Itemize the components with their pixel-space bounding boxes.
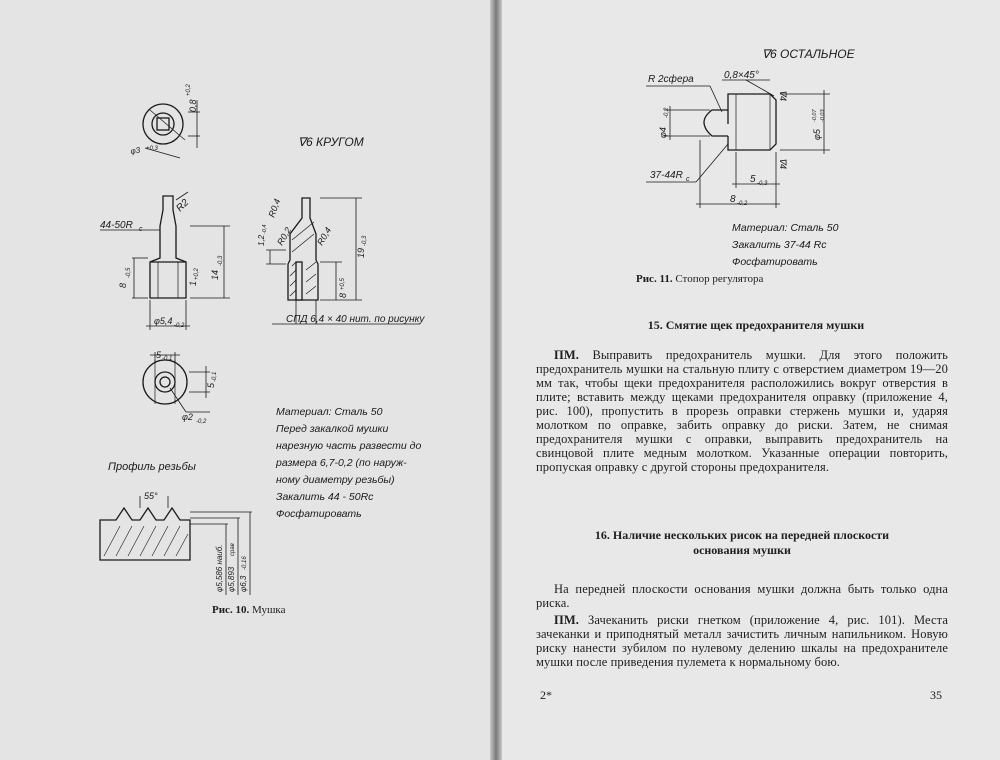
- dim-r04-right: R0,4: [315, 225, 334, 247]
- dim-19-section: 19: [356, 247, 366, 258]
- figure-10-caption-number: Рис. 10.: [212, 604, 250, 616]
- signature-mark: 2*: [540, 688, 552, 702]
- section-15-pm-label: ПМ.: [554, 348, 579, 362]
- note-line: нарезную часть развести до: [276, 440, 422, 452]
- section-view: [266, 198, 420, 324]
- figure-11-notes: [732, 220, 892, 271]
- roughness-label-left: ∇6 КРУГОМ: [298, 135, 364, 149]
- dim-4-diam: φ4: [658, 127, 668, 138]
- section-16-title-line1: 16. Наличие нескольких рисок на передней плоскости: [594, 528, 890, 542]
- dim-chamfer: 0,8×45°: [724, 70, 759, 81]
- dim-14-front-tol: -0,3: [218, 255, 224, 266]
- dim-5-bottom-right-tol: -0,1: [212, 371, 218, 382]
- dim-radius-r2: R2: [174, 197, 192, 215]
- section-15-text: Выправить предохранитель мушки. Для этого положить предохранитель мушки на стальную плиту с отверстием диаметром 19—20 мм так, чтобы щеки предохранителя расположились вокруг отверстия в плите; вставить между щеками предохранителя оправку (приложение 4, рис. 100), пропустить в прорезь оправки стержень мушки и, ударяя молотком по оправке, забить оправку до риски. Затем, не снимая предохранителя мушки с оправки, выправить предохранитель на свинцовой плите медным молотком. Указанные операции повторить, пропуская оправку с другой стороны предохранителя.: [536, 348, 948, 474]
- hardness-right: 37-44R: [650, 170, 683, 181]
- dim-5-bottom-top-tol: -0,1: [162, 356, 173, 362]
- dim-r04-top: R0,4: [266, 197, 283, 219]
- figure-10-caption: [212, 604, 286, 616]
- dim-8-front: 8: [118, 282, 128, 288]
- dim-5-bottom-top: 5: [156, 350, 162, 360]
- dim-8-front-tol: -0,5: [126, 267, 132, 278]
- section-15-title: 15. Смятие щек предохранителя мушки: [647, 318, 865, 332]
- note-line: Закалить 37-44 Rc: [732, 239, 827, 251]
- figure-11-caption-number: Рис. 11.: [636, 273, 673, 285]
- dim-r2-sphere: R 2сфера: [648, 74, 694, 85]
- section-16-body: [536, 582, 948, 669]
- thread-d3-tol: -0,16: [242, 556, 248, 570]
- dim-hardness-left-sub: c: [139, 226, 143, 233]
- section-16-pm-label: ПМ.: [554, 613, 579, 627]
- front-view-pin: [100, 192, 230, 330]
- roughness-4-bottom: ∇4: [778, 158, 788, 170]
- hardness-right-sub: c: [686, 176, 690, 183]
- section-16-paragraph-1: На передней плоскости основания мушки должна быть только одна риска.: [536, 582, 948, 610]
- note-line: Материал: Сталь 50: [276, 406, 383, 418]
- note-line: Фосфатировать: [276, 508, 362, 520]
- dim-54-front: φ5,4: [154, 316, 173, 326]
- dim-54-front-tol: -0,2: [174, 323, 185, 329]
- dim-8-section: 8: [338, 292, 348, 298]
- page-number: 35: [930, 688, 942, 702]
- bottom-view: [143, 352, 210, 412]
- note-line: Закалить 44 - 50Rc: [276, 491, 374, 503]
- dim-5-diam-tol-lo: -0,03: [820, 109, 826, 122]
- dim-5-bottom-right: 5: [206, 382, 216, 388]
- dim-5-length: 5: [750, 174, 756, 185]
- dim-top-diam-tol: +0,3: [146, 146, 158, 152]
- dim-hardness-left: 44-50R: [100, 220, 133, 231]
- figure-10-caption-text: Мушка: [251, 604, 286, 616]
- dim-2-bottom: φ2: [182, 412, 193, 422]
- thread-d2-suffix: срав: [230, 543, 236, 556]
- thread-profile-label: Профиль резьбы: [108, 461, 196, 473]
- dim-r02: R0,2: [275, 225, 294, 247]
- note-line: размера 6,7-0,2 (по наруж-: [276, 457, 407, 469]
- note-line: Фосфатировать: [732, 256, 818, 268]
- dim-1-front-tol: +0,2: [194, 268, 200, 280]
- dim-top-width-tol: +0,2: [186, 84, 192, 96]
- section-15-body: [536, 348, 948, 474]
- section-16-paragraph-2: Зачеканить риски гнетком (приложение 4, рис. 101). Места зачеканки и приподнятый металл зачистить личным напильником. Новую риску нанести зубилом по нулевому делению шкалы на предохранителе мушки после приведения пулемета к нормальному бою.: [536, 613, 948, 669]
- thread-note: СПД 6,4 × 40 нит. по рисунку: [286, 314, 425, 325]
- dim-12-section: 1,2: [257, 234, 266, 246]
- figure-10-drawing: [0, 0, 492, 760]
- figure-11-caption-text: Стопор регулятора: [675, 273, 764, 285]
- dim-top-width: 0,8: [188, 99, 198, 112]
- dim-8-length: 8: [730, 194, 736, 205]
- thread-angle: 55°: [144, 491, 158, 501]
- dim-14-front: 14: [210, 269, 220, 280]
- figure-11-caption: [636, 273, 763, 285]
- dim-4-diam-tol: -0,2: [664, 107, 670, 118]
- note-line: Материал: Сталь 50: [732, 222, 839, 234]
- thread-d1: φ5,586 наиб.: [215, 544, 224, 592]
- section-16-title: [536, 528, 948, 558]
- dim-5-diam-tol-hi: -0,07: [812, 109, 818, 122]
- note-line: ному диаметру резьбы): [276, 474, 395, 486]
- section-16-title-line2: основания мушки: [693, 543, 791, 557]
- thread-d3: φ6,3: [239, 575, 248, 592]
- roughness-4-top: ∇4: [778, 90, 788, 102]
- dim-5-diam: φ5: [812, 129, 822, 140]
- dim-19-section-tol: -0,3: [362, 235, 368, 246]
- dim-8-length-tol: -0,2: [737, 201, 748, 207]
- thread-d2: φ5,893: [227, 566, 236, 592]
- roughness-label-right: ∇6 ОСТАЛЬНОЕ: [762, 47, 855, 61]
- dim-2-bottom-tol: -0,2: [196, 419, 207, 425]
- dim-top-diam: φ3: [129, 145, 141, 156]
- dim-8-section-tol: +0,5: [340, 278, 346, 290]
- dim-12-section-tol: -0,4: [262, 224, 268, 234]
- note-line: Перед закалкой мушки: [276, 423, 389, 435]
- dim-1-front: 1: [188, 280, 198, 286]
- dim-5-length-tol: -0,3: [757, 181, 768, 187]
- figure-10-notes: [276, 404, 456, 523]
